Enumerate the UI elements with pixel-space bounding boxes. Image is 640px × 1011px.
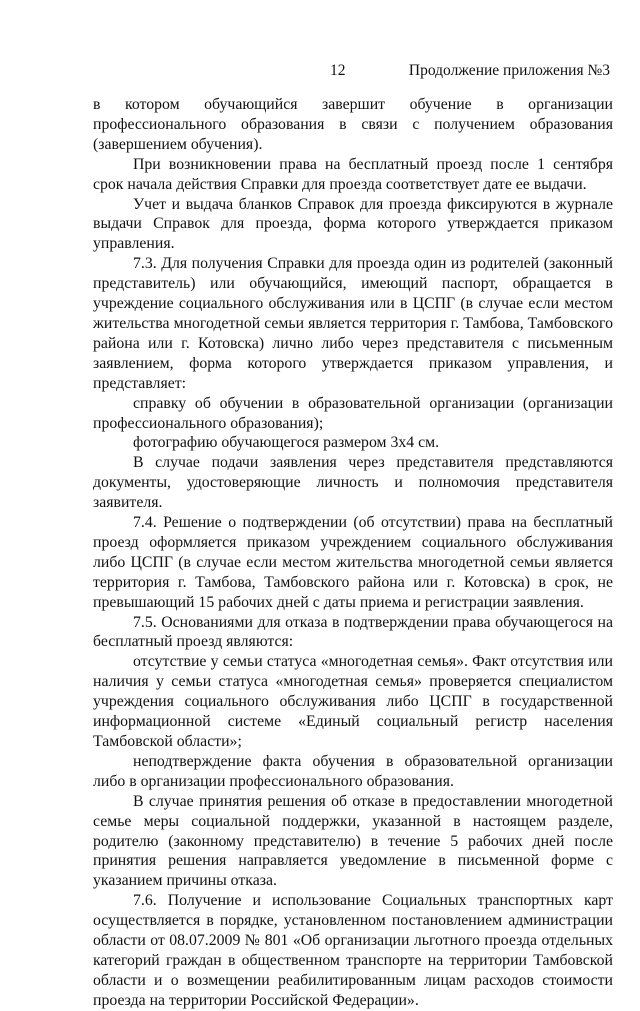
- list-item: неподтверждение факта обучения в образовательной организации либо в организации профессионального образования.: [93, 752, 613, 790]
- paragraph-section-7-6: 7.6. Получение и использование Социальных транспортных карт осуществляется в порядке, установленном постановлением администрации области от 08.07.2009 № 801 «Об организации льготного проезда отдельных категорий граждан в общественном транспорте на территории Тамбовской области и о возмещении реабилитированным лицам расходов стоимости проезда на территории Российской Федерации».: [93, 892, 613, 1009]
- paragraph-section-7-4: 7.4. Решение о подтверждении (об отсутствии) права на бесплатный проезд оформляется приказом учреждением социального обслуживания либо ЦСПГ (в случае если местом жительства многодетной семьи является территория г. Тамбова, Тамбовского района или г. Котовска) в срок, не превышающий 15 рабочих дней с даты приема и регистрации заявления.: [93, 514, 613, 611]
- page-number: 12: [330, 62, 346, 79]
- paragraph: В случае принятия решения об отказе в предоставлении многодетной семье меры социальной поддержки, указанной в настоящем разделе, родителю (законному представителю) в течение 5 рабочих дней после принятия решения направляется уведомление в письменной форме с указанием причины отказа.: [93, 792, 613, 890]
- list-item: фотографию обучающегося размером 3х4 см.: [133, 434, 440, 452]
- list-item: справку об обучении в образовательной организации (организации профессионального образования);: [93, 394, 613, 432]
- paragraph: При возникновении права на бесплатный проезд после 1 сентября срок начала действия Справки для проезда соответствует дате ее выдачи.: [93, 155, 613, 193]
- header-title: Продолжение приложения №3: [408, 62, 610, 79]
- paragraph: В случае подачи заявления через представителя представляются документы, удостоверяющие личность и полномочия представителя заявителя.: [93, 454, 613, 512]
- document-body: [93, 95, 613, 1011]
- paragraph: Учет и выдача бланков Справок для проезда фиксируются в журнале выдачи Справок для проезда, форма которого утверждается приказом управления.: [93, 195, 613, 253]
- paragraph: в котором обучающийся завершит обучение в организации профессионального образования в связи с получением образования (завершением обучения).: [93, 96, 613, 153]
- paragraph-section-7-3: 7.3. Для получения Справки для проезда один из родителей (законный представитель) или обучающийся, имеющий паспорт, обращается в учреждение социального обслуживания или в ЦСПГ (в случае если местом жительства многодетной семьи является территория г. Тамбова, Тамбовского района или г. Котовска) лично либо через представителя с письменным заявлением, форма которого утверждается приказом управления, и представляет:: [93, 255, 613, 392]
- paragraph-section-7-5: 7.5. Основаниями для отказа в подтверждении права обучающегося на бесплатный проезд являются:: [93, 613, 613, 651]
- page-header: [0, 62, 640, 82]
- list-item: отсутствие у семьи статуса «многодетная семья». Факт отсутствия или наличия у семьи статуса «многодетная семья» проверяется специалистом учреждения социального обслуживания либо ЦСПГ в государственной информационной системе «Единый социальный регистр населения Тамбовской области»;: [93, 653, 613, 750]
